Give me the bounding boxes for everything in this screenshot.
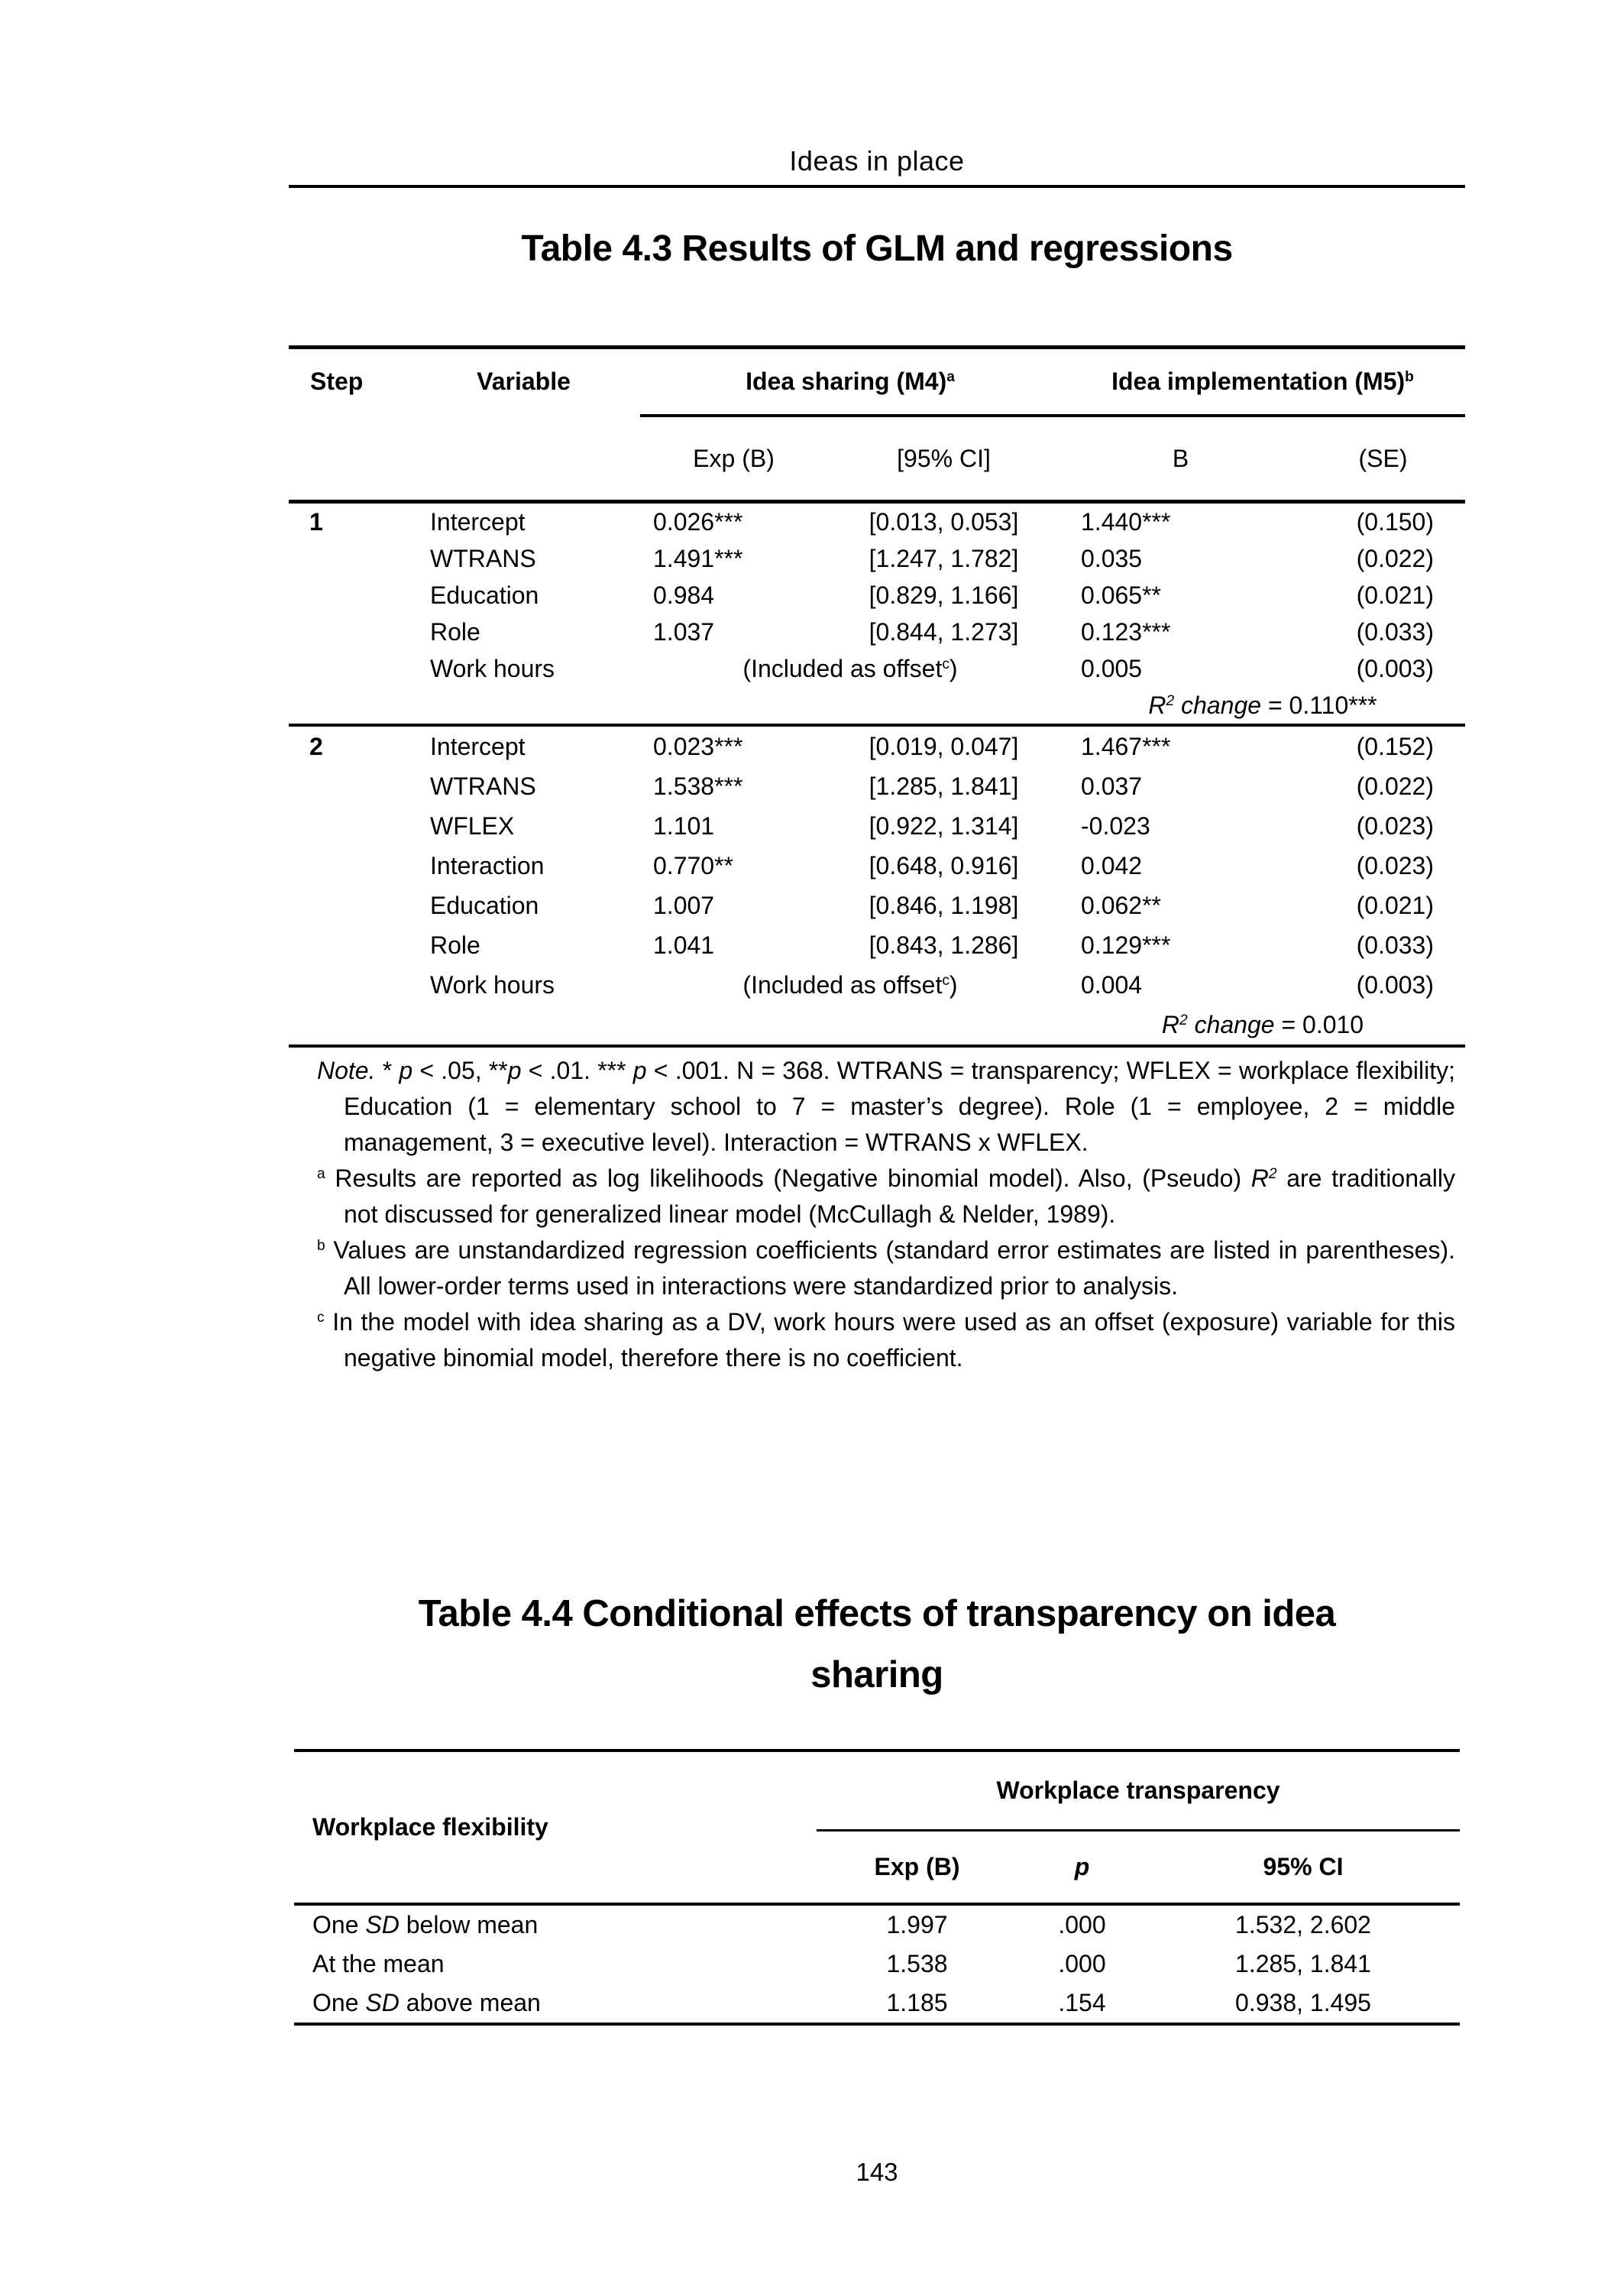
group-header-idea-sharing: Idea sharing $(M4)^a$	[640, 348, 1060, 416]
group-header-workplace-transparency: Workplace transparency	[817, 1751, 1460, 1831]
table-row-work-hours	[289, 965, 1465, 1005]
variable-cell: Work hours	[430, 970, 555, 999]
exp-b-cell: 1.007	[653, 891, 715, 919]
note-general: Note. * p < .05, **p < .01. *** p < .001. N = 368. WTRANS = transparency; WFLEX = workplace flexibility; Education (1 = elementary school to 7 = master’s degree). Role (1 = employee, 2 = middle management, 3 = executive level). Interaction = WTRANS x WFLEX.	[317, 1057, 1456, 1156]
column-header-p: p	[1017, 1831, 1147, 1905]
se-cell: (0.021)	[1356, 581, 1434, 609]
column-header-se: (SE)	[1301, 416, 1465, 502]
column-header-variable: Variable	[407, 348, 640, 502]
ci-cell: [0.648, 0.916]	[869, 851, 1019, 879]
b-cell: 1.440***	[1081, 507, 1171, 536]
table-4-3-title: Table 4.3 Results of GLM and regressions	[521, 228, 1233, 269]
b-cell: 1.467***	[1081, 732, 1171, 760]
b-cell: 0.037	[1081, 772, 1143, 800]
variable-cell: Work hours	[430, 654, 555, 682]
se-cell: (0.152)	[1356, 732, 1434, 760]
ci-cell: 0.938, 1.495	[1147, 1984, 1460, 2024]
b-cell: 0.123***	[1081, 617, 1171, 646]
ci-cell: [0.846, 1.198]	[869, 891, 1019, 919]
se-cell: (0.021)	[1356, 891, 1434, 919]
header-rule	[289, 185, 1465, 188]
variable-cell: Education	[430, 891, 539, 919]
ci-cell: [0.922, 1.314]	[869, 811, 1019, 840]
table-row	[294, 1945, 1460, 1984]
running-head: Ideas in place	[789, 145, 965, 177]
table-row	[289, 886, 1465, 925]
se-cell: (0.022)	[1356, 544, 1434, 572]
table-row	[289, 806, 1465, 846]
table-4-4-title	[289, 1583, 1465, 1705]
se-cell: (0.023)	[1356, 811, 1434, 840]
exp-b-cell: 1.538	[886, 1950, 948, 1977]
exp-b-cell: 1.041	[653, 931, 715, 959]
exp-b-cell: 0.984	[653, 581, 715, 609]
table-row	[289, 502, 1465, 541]
b-cell: 0.065**	[1081, 581, 1161, 609]
ci-cell: [0.844, 1.273]	[869, 617, 1019, 646]
exp-b-cell: 1.997	[886, 1911, 948, 1938]
table-4-4-header	[294, 1751, 1460, 1904]
b-cell: -0.023	[1081, 811, 1150, 840]
content-column	[289, 0, 1465, 2293]
table-4-3	[289, 345, 1465, 1376]
ci-cell: [1.285, 1.841]	[869, 772, 1019, 800]
group-header-idea-implementation: Idea implementation $(M5)^b$	[1060, 348, 1465, 416]
se-cell: (0.033)	[1356, 617, 1434, 646]
offset-note-cell: (Included as offset$^c$)	[742, 970, 958, 999]
b-cell: 0.042	[1081, 851, 1143, 879]
table-row	[289, 540, 1465, 577]
ci-cell: 1.532, 2.602	[1235, 1911, 1371, 1938]
r-squared-change-row	[289, 1005, 1465, 1046]
b-cell: 0.005	[1081, 654, 1143, 682]
table-row-work-hours	[289, 650, 1465, 687]
column-header-exp-b: Exp (B)	[817, 1831, 1017, 1905]
table-row	[289, 766, 1465, 806]
b-cell: 0.004	[1081, 970, 1143, 999]
se-cell: (0.023)	[1356, 851, 1434, 879]
ci-cell: [0.843, 1.286]	[869, 931, 1019, 959]
table-4-4-title-line2: sharing	[810, 1654, 943, 1695]
flexibility-level-cell: One SD above mean	[294, 1984, 817, 2024]
exp-b-cell: 0.026***	[653, 507, 743, 536]
variable-cell: Intercept	[430, 507, 526, 536]
column-header-exp-b: Exp (B)	[640, 416, 827, 502]
ci-cell: [0.829, 1.166]	[869, 581, 1019, 609]
b-cell: 0.062**	[1081, 891, 1161, 919]
exp-b-cell: 1.037	[653, 617, 715, 646]
p-value-cell: .000	[1058, 1911, 1106, 1938]
table-row	[289, 725, 1465, 766]
offset-note-cell: (Included as offset$^c$)	[742, 654, 958, 682]
table-4-4-body	[294, 1904, 1460, 2024]
footnote-c: $^c$ In the model with idea sharing as a DV, work hours were used as an offset (exposure) variable for this negative binomial model, therefore there is no coefficient.	[317, 1308, 1455, 1372]
table-row	[289, 614, 1465, 650]
se-cell: (0.150)	[1356, 507, 1434, 536]
b-cell: 0.035	[1081, 544, 1143, 572]
footnote-a: $^a$ Results are reported as log likelihoods (Negative binomial model). Also, (Pseudo) $R^2$ are traditionally not discussed for generalized linear model (McCullagh & Nelder, 1989).	[317, 1164, 1456, 1228]
table-4-4	[294, 1749, 1460, 2026]
table-row	[294, 1904, 1460, 1945]
r-squared-change-row	[289, 687, 1465, 725]
variable-cell: WFLEX	[430, 811, 515, 840]
table-row	[289, 577, 1465, 614]
ci-cell: [0.013, 0.053]	[869, 507, 1019, 536]
p-value-cell: .154	[1017, 1984, 1147, 2024]
variable-cell: Intercept	[430, 732, 526, 760]
table-4-4-title-line1: Table 4.4 Conditional effects of transparency on idea	[418, 1593, 1336, 1634]
exp-b-cell: 1.101	[653, 811, 715, 840]
column-header-workplace-flexibility: Workplace flexibility	[294, 1751, 817, 1904]
column-header-ci: [95% CI]	[827, 416, 1060, 502]
step-1-section	[289, 502, 1465, 726]
footnote-b: $^b$ Values are unstandardized regression coefficients (standard error estimates are listed in parentheses). All lower-order terms used in interactions were standardized prior to analysis.	[317, 1236, 1455, 1300]
table-row	[294, 1984, 1460, 2024]
table-4-3-header	[289, 348, 1465, 502]
variable-cell: WTRANS	[430, 772, 536, 800]
se-cell: (0.033)	[1356, 931, 1434, 959]
variable-cell: Education	[430, 581, 539, 609]
se-cell: (0.003)	[1356, 970, 1434, 999]
exp-b-cell: 0.023***	[653, 732, 743, 760]
variable-cell: WTRANS	[430, 544, 536, 572]
se-cell: (0.003)	[1356, 654, 1434, 682]
column-header-step: Step	[289, 348, 407, 502]
flexibility-level-cell: One SD below mean	[312, 1911, 539, 1938]
variable-cell: Interaction	[430, 851, 545, 879]
r-squared-change-value: $R^2$ change = 0.110***	[1060, 687, 1465, 725]
variable-cell: Role	[430, 931, 480, 959]
ci-cell: 1.285, 1.841	[1235, 1950, 1371, 1977]
column-header-ci: 95% CI	[1147, 1831, 1460, 1905]
exp-b-cell: 0.770**	[653, 851, 733, 879]
se-cell: (0.022)	[1356, 772, 1434, 800]
table-row	[289, 846, 1465, 886]
p-value-cell: .000	[1058, 1950, 1106, 1977]
ci-cell: [1.247, 1.782]	[869, 544, 1019, 572]
column-header-b: B	[1060, 416, 1301, 502]
page-number: 143	[856, 2158, 898, 2186]
step-label: 1	[309, 507, 323, 536]
table-4-3-notes	[289, 1053, 1465, 1376]
ci-cell: [0.019, 0.047]	[869, 732, 1019, 760]
exp-b-cell: 1.185	[817, 1984, 1017, 2024]
exp-b-cell: 1.491***	[653, 544, 743, 572]
step-label: 2	[309, 732, 323, 760]
flexibility-level-cell: At the mean	[312, 1950, 445, 1977]
step-2-section	[289, 725, 1465, 1046]
b-cell: 0.129***	[1081, 931, 1171, 959]
table-row	[289, 925, 1465, 965]
r-squared-change-value: $R^2$ change = 0.010	[1060, 1005, 1465, 1046]
exp-b-cell: 1.538***	[653, 772, 743, 800]
variable-cell: Role	[430, 617, 480, 646]
